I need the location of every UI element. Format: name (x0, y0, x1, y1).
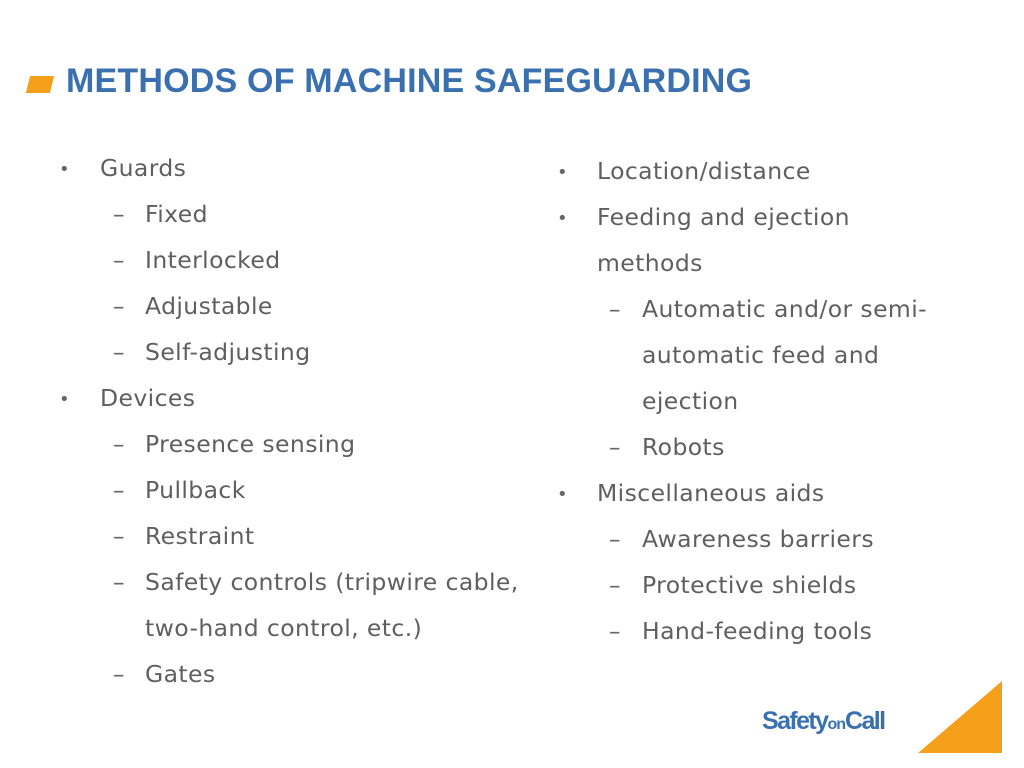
sub-item-presence-sensing: Presence sensing (145, 430, 356, 458)
sub-item-safety-controls-cont: two-hand control, etc.) (145, 614, 423, 642)
bullet-icon: • (59, 159, 70, 180)
dash-icon: – (609, 527, 621, 553)
sub-item-automatic-feed-cont1: automatic feed and (642, 341, 880, 369)
dash-icon: – (609, 619, 621, 645)
dash-icon: – (113, 248, 125, 274)
sub-item-fixed: Fixed (145, 200, 208, 228)
slide-title: METHODS OF MACHINE SAFEGUARDING (66, 62, 753, 100)
bullet-misc-aids: Miscellaneous aids (597, 479, 825, 507)
sub-item-restraint: Restraint (145, 522, 255, 550)
logo-part-safety: Safety (762, 707, 828, 735)
sub-item-protective-shields: Protective shields (642, 571, 857, 599)
dash-icon: – (113, 478, 125, 504)
logo-part-on: on (827, 716, 845, 733)
sub-item-pullback: Pullback (145, 476, 246, 504)
dash-icon: – (113, 294, 125, 320)
title-marker-icon (26, 76, 54, 93)
sub-item-robots: Robots (642, 433, 725, 461)
sub-item-safety-controls: Safety controls (tripwire cable, (145, 568, 519, 596)
sub-item-awareness-barriers: Awareness barriers (642, 525, 874, 553)
dash-icon: – (113, 202, 125, 228)
bullet-icon: • (557, 484, 568, 505)
dash-icon: – (113, 340, 125, 366)
bullet-icon: • (557, 208, 568, 229)
dash-icon: – (113, 524, 125, 550)
bullet-feeding-ejection-cont: methods (597, 249, 703, 277)
bullet-devices: Devices (100, 384, 196, 412)
sub-item-automatic-feed-cont2: ejection (642, 387, 739, 415)
bullet-icon: • (557, 162, 568, 183)
corner-triangle-icon (918, 681, 1002, 753)
sub-item-gates: Gates (145, 660, 216, 688)
dash-icon: – (113, 432, 125, 458)
sub-item-interlocked: Interlocked (145, 246, 281, 274)
sub-item-adjustable: Adjustable (145, 292, 273, 320)
dash-icon: – (609, 435, 621, 461)
bullet-location-distance: Location/distance (597, 157, 811, 185)
safety-on-call-logo (762, 707, 884, 736)
dash-icon: – (113, 662, 125, 688)
logo-part-call: Call (844, 707, 885, 735)
bullet-feeding-ejection: Feeding and ejection (597, 203, 850, 231)
sub-item-self-adjusting: Self-adjusting (145, 338, 311, 366)
dash-icon: – (113, 570, 125, 596)
bullet-guards: Guards (100, 154, 187, 182)
sub-item-hand-feeding-tools: Hand-feeding tools (642, 617, 873, 645)
bullet-icon: • (59, 389, 70, 410)
dash-icon: – (609, 297, 621, 323)
dash-icon: – (609, 573, 621, 599)
sub-item-automatic-feed: Automatic and/or semi- (642, 295, 928, 323)
